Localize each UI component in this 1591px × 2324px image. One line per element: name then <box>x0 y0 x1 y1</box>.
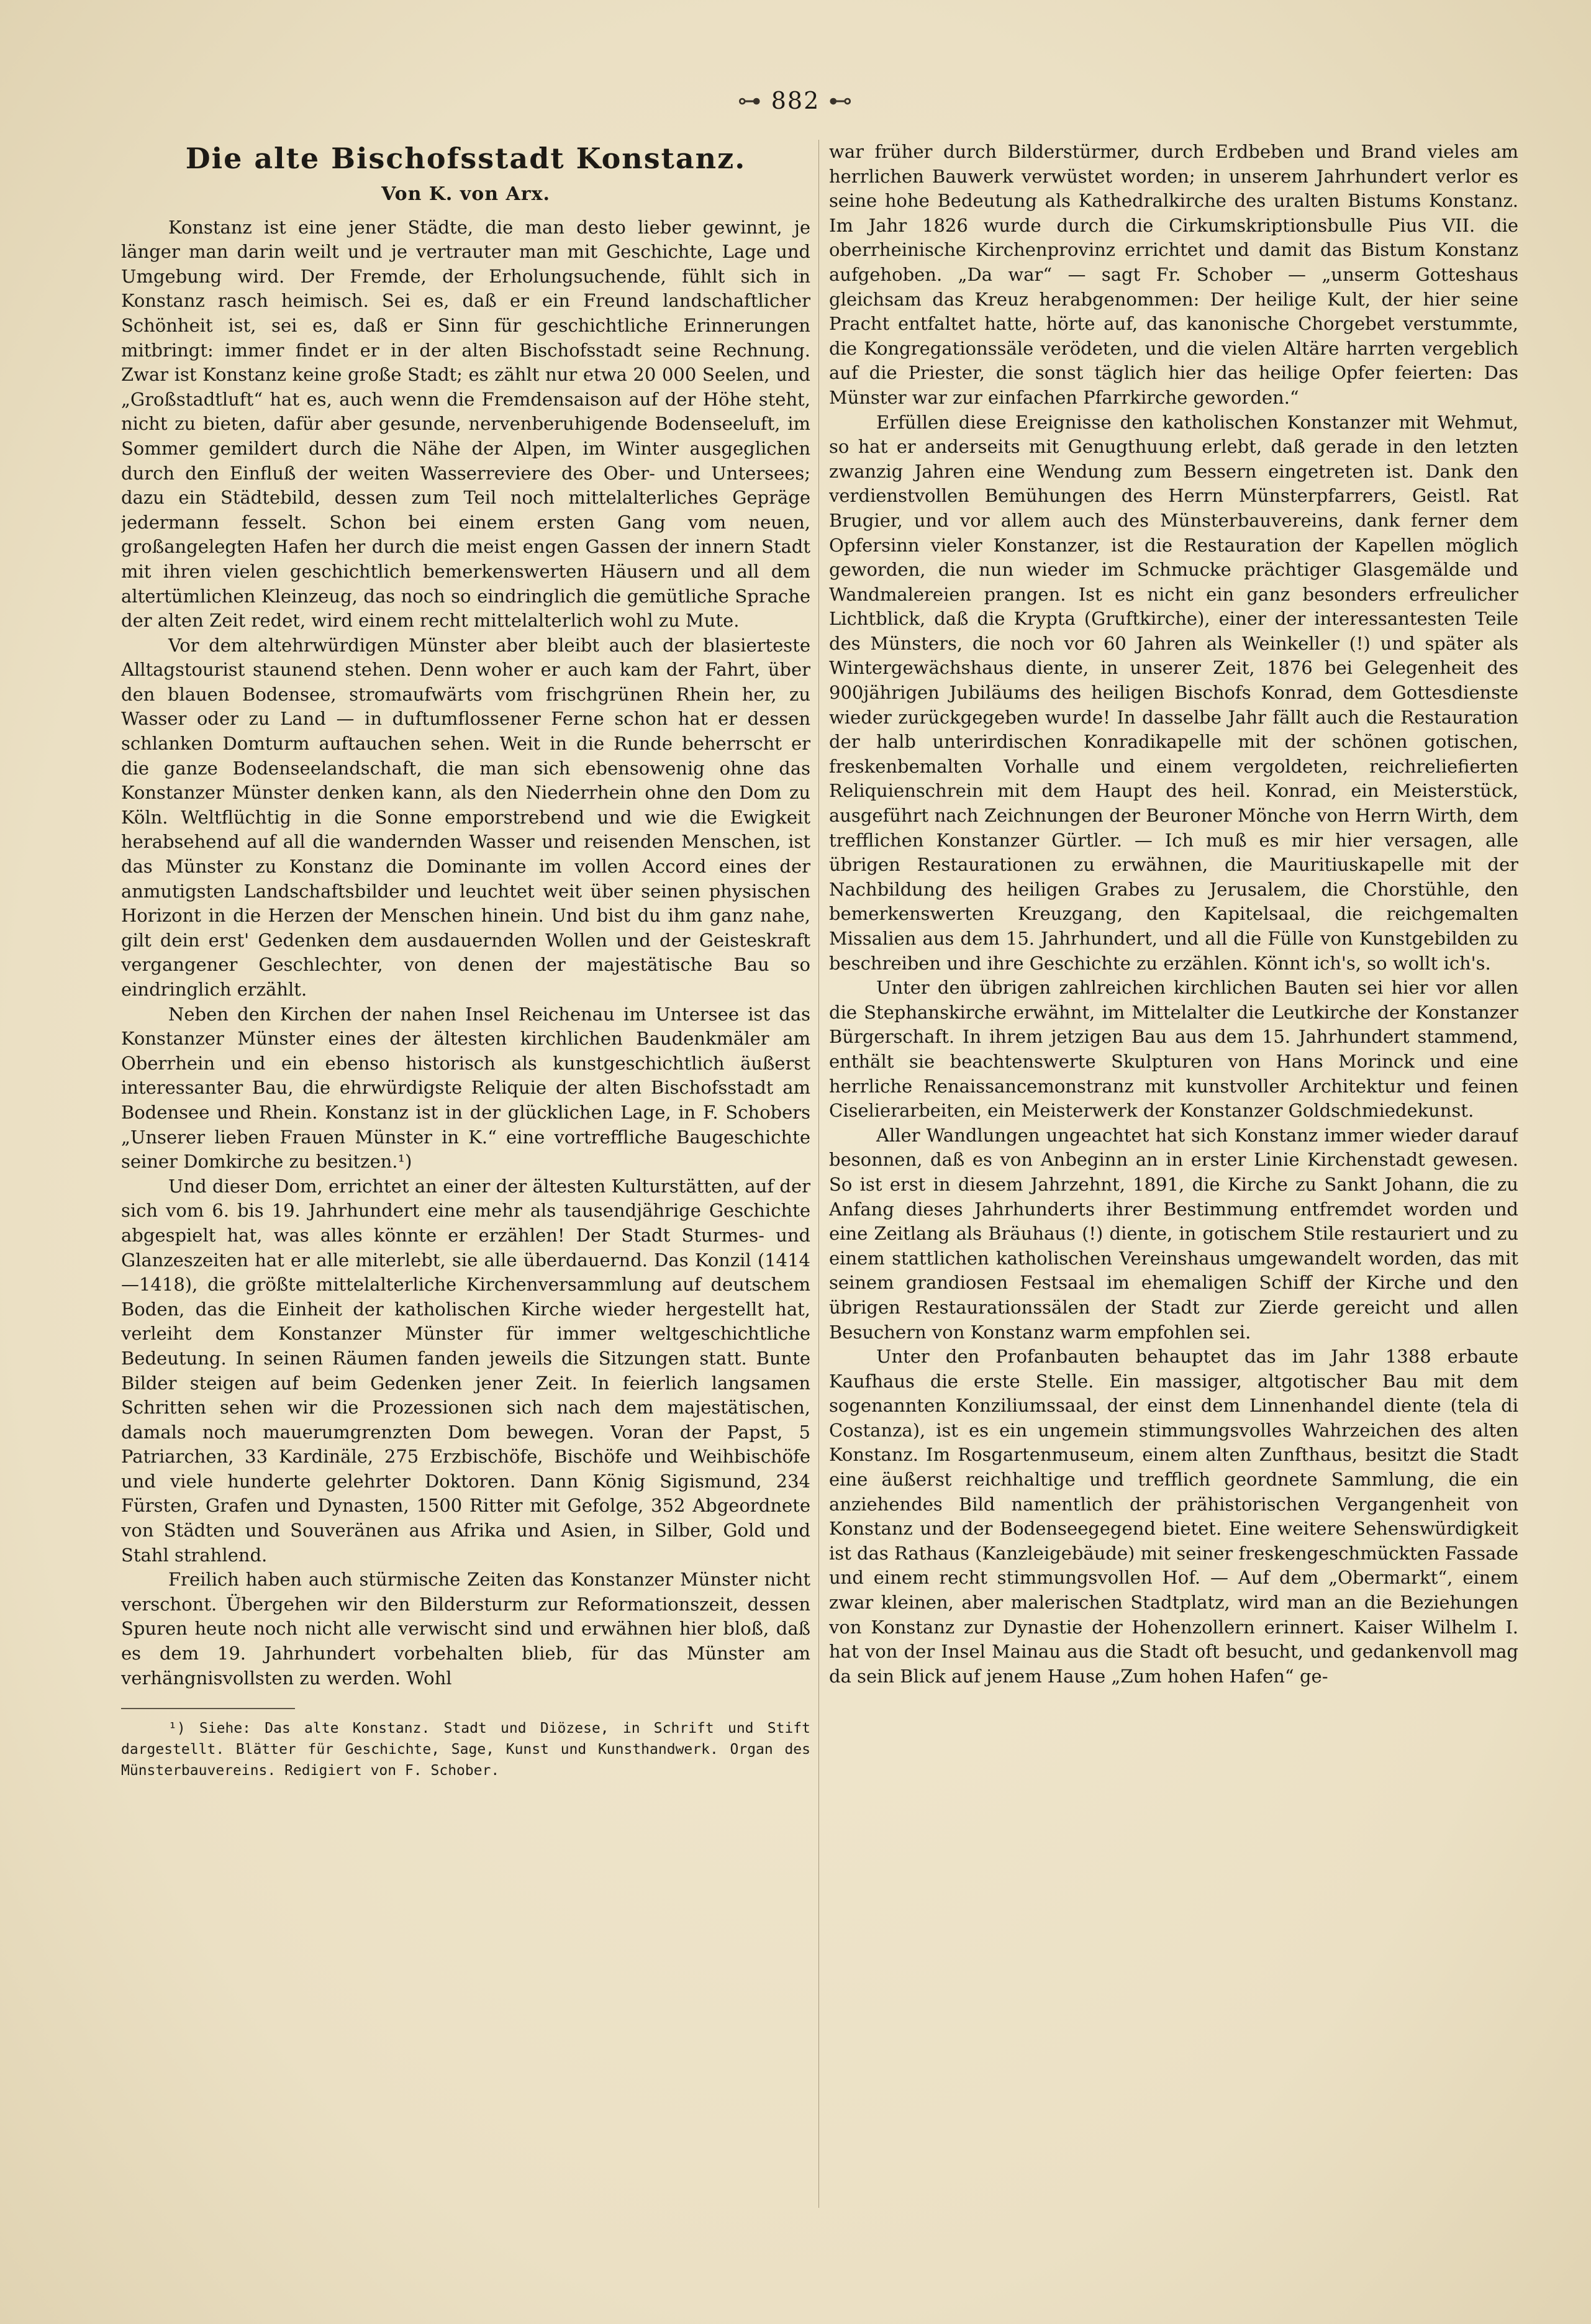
paragraph: Vor dem altehrwürdigen Münster aber bleibt auch der blasierteste Alltagstourist staunend stehen. Denn woher er auch kam der Fahrt, über den blauen Bodensee, stromaufwärts vom frischgrünen Rhein her, zu Wasser oder zu Land — in duftumflossener Ferne schon hat er dessen schlanken Domturm auftauchen sehen. Weit in die Runde beherrscht er die ganze Bodenseelandschaft, die man sich ebensowenig ohne das Konstanzer Münster denken kann, als den Niederrhein ohne den Dom zu Köln. Weltflüchtig in die Sonne emporstrebend und wie die Ewigkeit herabsehend auf all die wandernden Wasser und reisenden Menschen, ist das Münster zu Konstanz die Dominante im vollen Accord eines der anmutigsten Landschaftsbilder und leuchtet weit über seinen physischen Horizont in die Herzen der Menschen hinein. Und bist du ihm ganz nahe, gilt dein erst' Gedenken dem ausdauernden Wollen und der Geisteskraft vergangener Geschlechter, von denen der majestätische Bau so eindringlich erzählt. <box>121 634 810 1000</box>
footnote: ¹) Siehe: Das alte Konstanz. Stadt und Diözese, in Schrift und Stift dargestellt. Blätter für Geschichte, Sage, Kunst und Kunsthandwerk. Organ des Münsterbauvereins. Redigiert von F. Schober. <box>121 1720 810 1779</box>
left-column <box>121 140 810 2237</box>
paragraph: Unter den übrigen zahlreichen kirchlichen Bauten sei hier vor allen die Stephanskirche erwähnt, im Mittelalter die Leutkirche der Konstanzer Bürgerschaft. In ihrem jetzigen Bau aus dem 15. Jahrhundert stammend, enthält sie beachtenswerte Skulpturen von Hans Morinck und eine herrliche Renaissancemonstranz mit kunstvoller Architektur und feinen Ciselierarbeiten, ein Meisterwerk der Konstanzer Goldschmiedekunst. <box>829 977 1518 1122</box>
page-number <box>0 87 1591 114</box>
ornament-left-icon: ⊶ <box>737 87 763 114</box>
paragraph: war früher durch Bilderstürmer, durch Erdbeben und Brand vieles am herrlichen Bauwerk verwüstet worden; in unserem Jahrhundert verlor es seine hohe Bedeutung als Kathedralkirche des uralten Bistums Konstanz. Im Jahr 1826 wurde durch die Cirkumskriptionsbulle Pius VII. die oberrheinische Kirchenprovinz errichtet und damit das Bistum Konstanz aufgehoben. „Da war“ — sagt Fr. Schober — „unserm Gotteshaus gleichsam das Kreuz herabgenommen: Der heilige Kult, der hier seine Pracht entfaltet hatte, hörte auf, das kanonische Chorgebet verstummte, die Kongregationssäle verödeten, und die vielen Altäre harrten vergeblich auf die Priester, die sonst täglich hier das heilige Opfer feierten: Das Münster war zur einfachen Pfarrkirche geworden.“ <box>829 141 1518 408</box>
article-title: Die alte Bischofsstadt Konstanz. <box>185 142 746 175</box>
right-column <box>829 140 1518 2237</box>
paragraph: Freilich haben auch stürmische Zeiten das Konstanzer Münster nicht verschont. Übergehen wir den Bildersturm zur Reformationszeit, dessen Spuren heute noch nicht alle verwischt sind und erwähnen hier bloß, daß es dem 19. Jahrhundert vorbehalten blieb, für das Münster am verhängnisvollsten zu werden. Wohl <box>121 1569 810 1689</box>
footnote-divider <box>121 1708 295 1709</box>
column-divider <box>818 140 819 2208</box>
page-number-text: 882 <box>771 87 820 114</box>
paragraph: Unter den Profanbauten behauptet das im Jahr 1388 erbaute Kaufhaus die erste Stelle. Ein massiger, altgotischer Bau mit dem sogenannten Konziliumssaal, der einst dem Linnenhandel diente (tela di Costanza), ist es ein ungemein stimmungsvolles Wahrzeichen des alten Konstanz. Im Rosgartenmuseum, einem alten Zunfthaus, besitzt die Stadt eine äußerst reichhaltige und trefflich geordnete Sammlung, die ein anziehendes Bild namentlich der prähistorischen Vergangenheit von Konstanz und der Bodenseegegend bietet. Eine weitere Sehenswürdigkeit ist das Rathaus (Kanzleigebäude) mit seiner freskengeschmückten Fassade und einem recht stimmungsvollen Hof. — Auf dem „Obermarkt“, einem zwar kleinen, aber malerischen Stadtplatz, wird man an die Beziehungen von Konstanz zur Dynastie der Hohenzollern erinnert. Kaiser Wilhelm I. hat von der Insel Mainau aus die Stadt oft besucht, und gedankenvoll mag da sein Blick auf jenem Hause „Zum hohen Hafen“ ge- <box>829 1346 1518 1687</box>
paragraph: Konstanz ist eine jener Städte, die man desto lieber gewinnt, je länger man darin weilt und je vertrauter man mit Geschichte, Lage und Umgebung wird. Der Fremde, der Erholungsuchende, fühlt sich in Konstanz rasch heimisch. Sei es, daß er ein Freund landschaftlicher Schönheit ist, sei es, daß er Sinn für geschichtliche Erinnerungen mitbringt: immer findet er in der alten Bischofsstadt seine Rechnung. Zwar ist Konstanz keine große Stadt; es zählt nur etwa 20 000 Seelen, und „Großstadtluft“ hat es, auch wenn die Fremdensaison auf der Höhe steht, nicht zu bieten, dafür aber gesunde, nervenberuhigende Bodenseeluft, im Sommer gemildert durch die Nähe der Alpen, im Winter ausgeglichen durch den Einfluß der weiten Wasserreviere des Ober- und Untersees; dazu ein Städtebild, dessen zum Teil noch mittelalterliches Gepräge jedermann fesselt. Schon bei einem ersten Gang vom neuen, großangelegten Hafen her durch die meist engen Gassen der innern Stadt mit ihren vielen geschichtlich bemerkenswerten Häusern und all dem altertümlichen Kleinzeug, das noch so eindringlich die gemütliche Sprache der alten Zeit redet, wird einem recht mittelalterlich wohl zu Mute. <box>121 216 810 632</box>
paragraph: Erfüllen diese Ereignisse den katholischen Konstanzer mit Wehmut, so hat er anderseits mit Genugthuung erlebt, daß gerade in den letzten zwanzig Jahren eine Wendung zum Bessern eingetreten ist. Dank den verdienstvollen Bemühungen des Herrn Münsterpfarrers, Geistl. Rat Brugier, und vor allem auch des Münsterbauvereins, dank ferner dem Opfersinn vieler Konstanzer, ist die Restauration der Kapellen möglich geworden, die nun wieder im Schmucke prächtiger Glasgemälde und Wandmalereien prangen. Ist es nicht ein ganz besonders erfreulicher Lichtblick, daß die Krypta (Gruftkirche), einer der interessantesten Teile des Münsters, die noch vor 60 Jahren als Weinkeller (!) und später als Wintergewächshaus diente, in unserer Zeit, 1876 bei Gelegenheit des 900jährigen Jubiläums des heiligen Bischofs Konrad, dem Gottesdienste wieder zurückgegeben wurde! In dasselbe Jahr fällt auch die Restauration der halb unterirdischen Konradikapelle mit der schönen gotischen, freskenbemalten Vorhalle und einem vergoldeten, reichreliefierten Reliquienschrein mit dem Haupt des heil. Konrad, ein Meisterstück, ausgeführt nach Zeichnungen der Beuroner Mönche von Herrn Wirth, dem trefflichen Konstanzer Gürtler. — Ich muß es mir hier versagen, alle übrigen Restaurationen zu erwähnen, die Mauritiuskapelle mit der Nachbildung des heiligen Grabes zu Jerusalem, die Chorstühle, den bemerkenswerten Kreuzgang, den Kapitelsaal, die reichgemalten Missalien aus dem 15. Jahrhundert, und all die Fülle von Kunstgebilden zu beschreiben und ihre Geschichte zu erzählen. Könnt ich's, so wollt ich's. <box>829 411 1518 974</box>
paragraph: Aller Wandlungen ungeachtet hat sich Konstanz immer wieder darauf besonnen, daß es von Anbeginn an in erster Linie Kirchenstadt gewesen. So ist erst in diesem Jahrzehnt, 1891, die Kirche zu Sankt Johann, die zu Anfang dieses Jahrhunderts ihrer Bestimmung entfremdet worden und eine Zeitlang als Bräuhaus (!) diente, in gotischem Stile restauriert und zu einem stattlichen katholischen Vereinshaus umgewandelt worden, das mit seinem grandiosen Festsaal im ehemaligen Schiff der Kirche und den übrigen Restaurationssälen der Stadt zur Zierde gereicht und allen Besuchern von Konstanz warm empfohlen sei. <box>829 1124 1518 1343</box>
paragraph: Und dieser Dom, errichtet an einer der ältesten Kulturstätten, auf der sich vom 6. bis 19. Jahrhundert eine mehr als tausendjährige Geschichte abgespielt hat, was alles könnte er erzählen! Der Stadt Sturmes- und Glanzeszeiten hat er alle miterlebt, sie alle überdauernd. Das Konzil (1414—1418), die größte mittelalterliche Kirchenversammlung auf deutschem Boden, das die Einheit der katholischen Kirche wieder hergestellt hat, verleiht dem Konstanzer Münster für immer weltgeschichtliche Bedeutung. In seinen Räumen fanden jeweils die Sitzungen statt. Bunte Bilder steigen auf beim Gedenken jener Zeit. In feierlich langsamen Schritten sehen wir die Prozessionen sich nach dem majestätischen, damals noch mauerumgrenzten Dom bewegen. Voran der Papst, 5 Patriarchen, 33 Kardinäle, 275 Erzbischöfe, Bischöfe und Weihbischöfe und viele hunderte gelehrter Doktoren. Dann König Sigismund, 234 Fürsten, Grafen und Dynasten, 1500 Ritter mit Gefolge, 352 Abgeordnete von Städten und Souveränen aus Afrika und Asien, in Silber, Gold und Stahl strahlend. <box>121 1175 810 1566</box>
paragraph: Neben den Kirchen der nahen Insel Reichenau im Untersee ist das Konstanzer Münster eines der ältesten kirchlichen Baudenkmäler am Oberrhein und ein ebenso historisch als kunstgeschichtlich äußerst interessanter Bau, die ehrwürdigste Reliquie der alten Bischofsstadt am Bodensee und Rhein. Konstanz ist in der glücklichen Lage, in F. Schobers „Unserer lieben Frauen Münster in K.“ eine vortreffliche Baugeschichte seiner Domkirche zu besitzen.¹) <box>121 1003 810 1173</box>
article-byline: Von K. von Arx. <box>381 183 550 205</box>
ornament-right-icon: ⊷ <box>828 87 854 114</box>
